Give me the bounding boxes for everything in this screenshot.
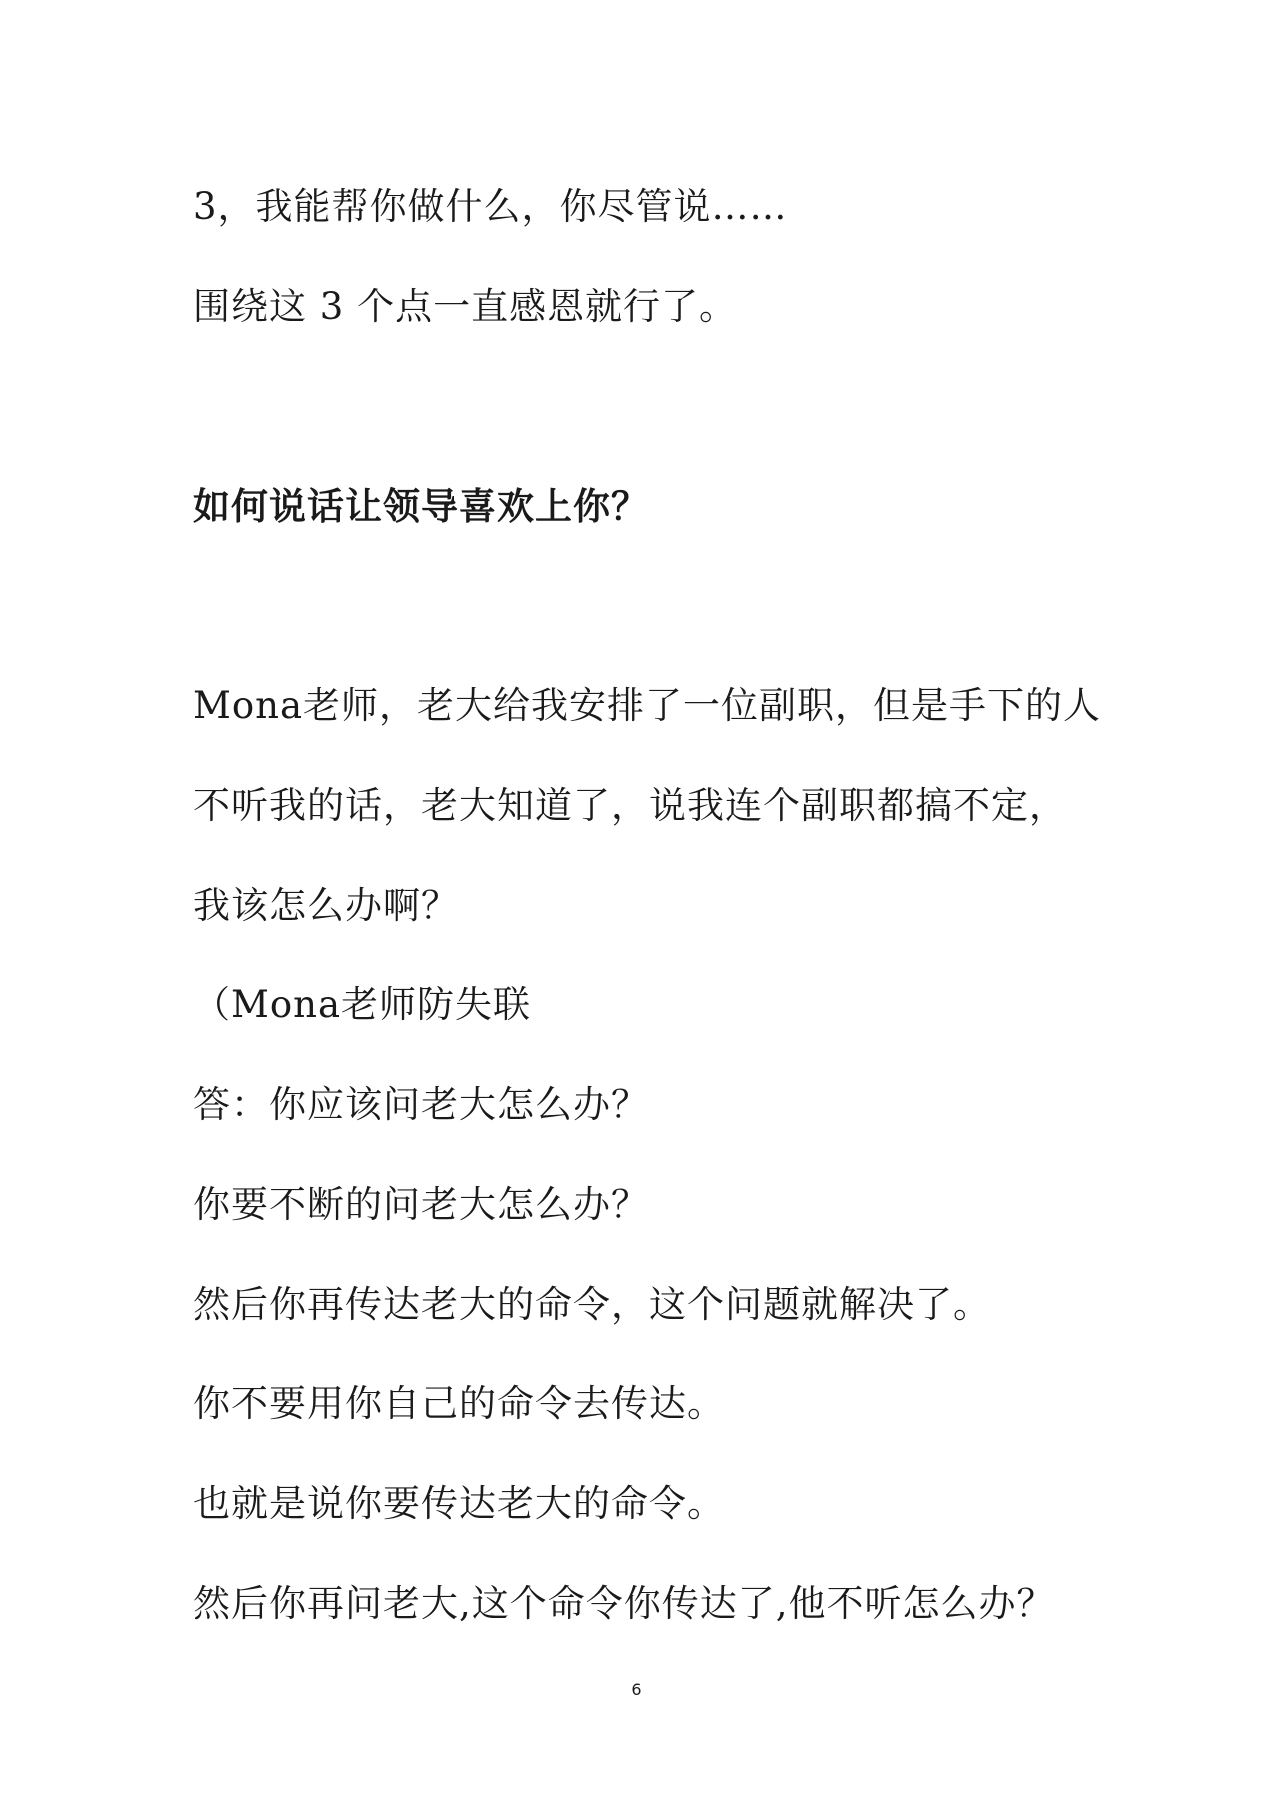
section-heading: 如何说话让领导喜欢上你？ (193, 485, 649, 528)
text-line: 你要不断的问老大怎么办？ (193, 1183, 649, 1226)
text-line: 然后你再问老大,这个命令你传达了,他不听怎么办？ (193, 1582, 1055, 1625)
text-line: 不听我的话，老大知道了，说我连个副职都搞不定， (193, 784, 1067, 827)
text-line: 答：你应该问老大怎么办？ (193, 1083, 649, 1126)
page-number: 6 (631, 1680, 642, 1699)
text-line: （Mona老师防失联 (193, 983, 532, 1026)
text-line: 然后你再传达老大的命令，这个问题就解决了。 (193, 1283, 991, 1326)
text-line: Mona老师，老大给我安排了一位副职，但是手下的人 (193, 684, 1102, 727)
text-line: 3，我能帮你做什么，你尽管说…… (193, 185, 788, 228)
text-line: 你不要用你自己的命令去传达。 (193, 1382, 725, 1425)
text-line: 也就是说你要传达老大的命令。 (193, 1482, 725, 1525)
text-line: 我该怎么办啊？ (193, 884, 459, 927)
text-line: 围绕这 3 个点一直感恩就行了。 (193, 285, 738, 328)
